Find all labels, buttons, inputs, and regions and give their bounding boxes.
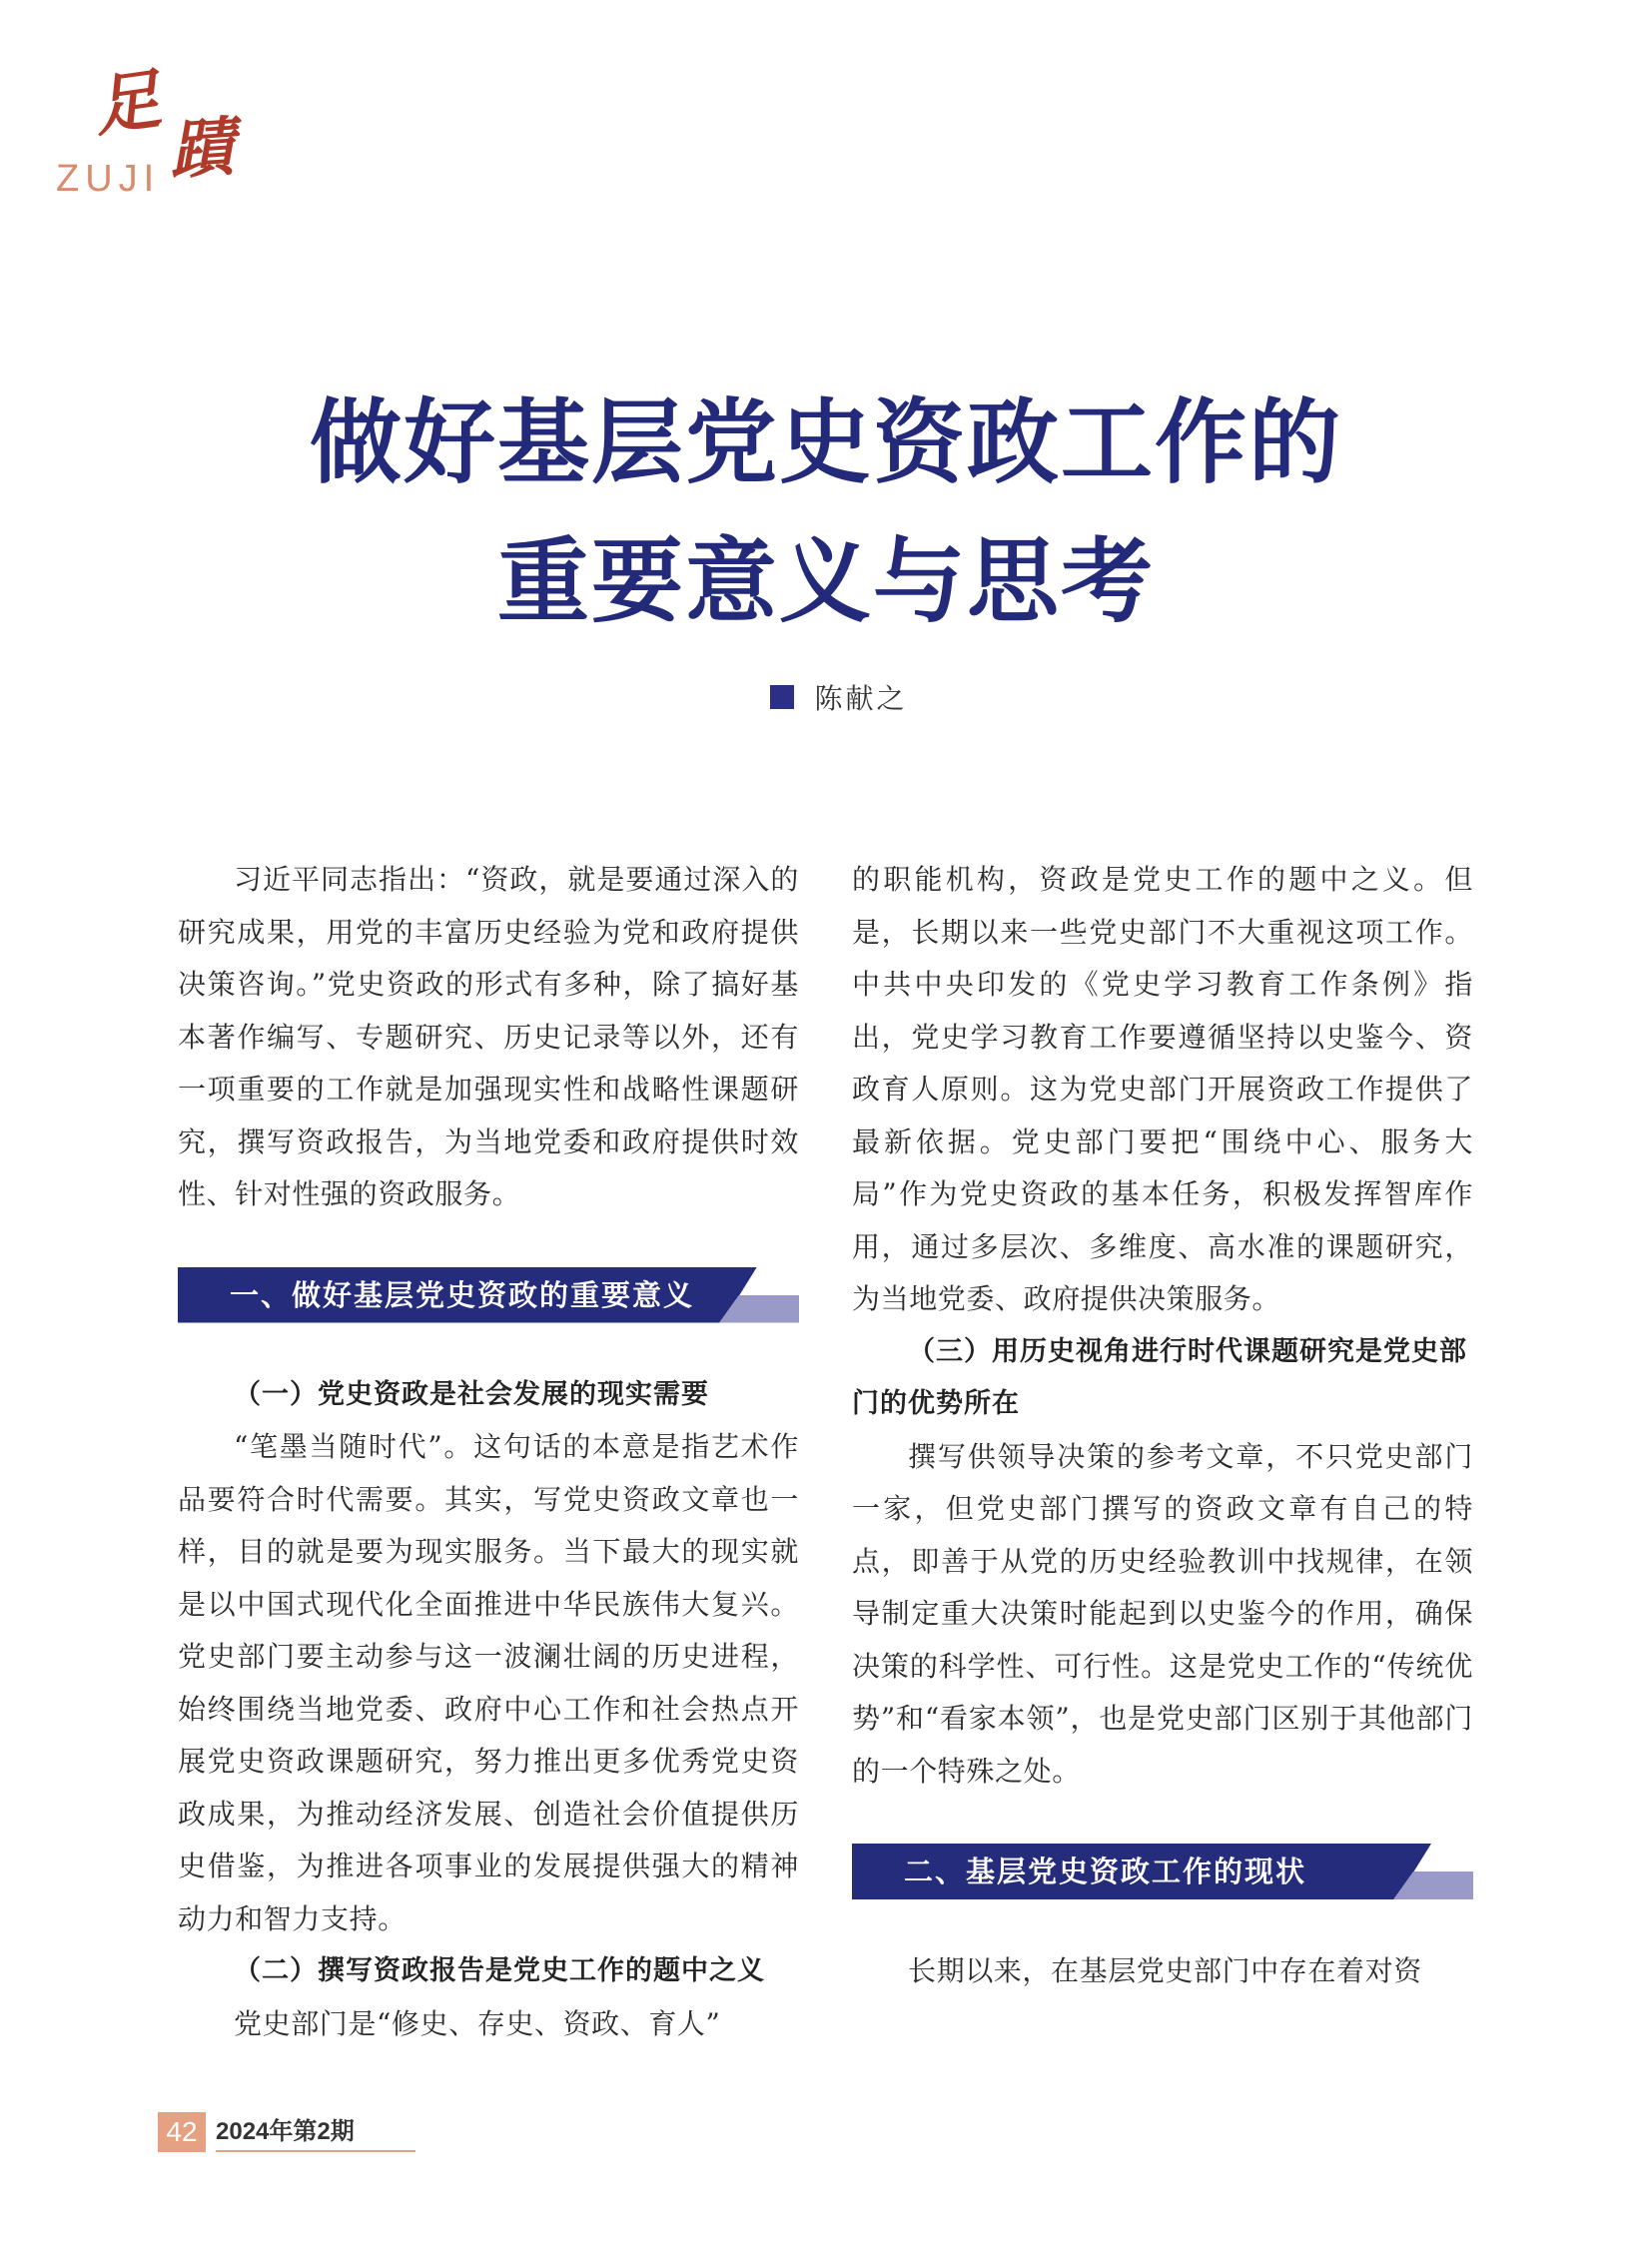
byline (0, 677, 1652, 717)
subheading-1: （一）党史资政是社会发展的现实需要 (234, 1378, 709, 1410)
square-bullet-icon (770, 685, 794, 709)
section-heading-1 (178, 1267, 799, 1323)
intro-paragraph: 习近平同志指出：“资政，就是要通过深入的研究成果，用党的丰富历史经验为党和政府提供决策咨询。”党史资政的形式有多种，除了搞好基本著作编写、专题研究、历史记录等以外，还有一项重要的工作就是加强现实性和战略性课题研究，撰写资政报告，为当地党委和政府提供时效性、针对性强的资政服务。 (178, 863, 799, 1210)
article-title-line-1: 做好基层党史资政工作的 (309, 389, 1342, 496)
logo-char-2: 蹟 (167, 109, 237, 190)
logo-char-1: 足 (88, 59, 166, 147)
section-2-body-start: 长期以来，在基层党史部门中存在着对资 (908, 1954, 1422, 1987)
subheading-2: （二）撰写资政报告是党史工作的题中之义 (234, 1955, 765, 1986)
page-number: 42 (158, 2112, 206, 2152)
magazine-logo (52, 60, 252, 200)
subsection-3-body: 撰写供领导决策的参考文章，不只党史部门一家，但党史部门撰写的资政文章有自己的特点，即善于从党的历史经验教训中找规律，在领导制定重大决策时能起到以史鉴今的作用，确保决策的科学性、可行性。这是党史工作的“传统优势”和“看家本领”，也是党史部门区别于其他部门的一个特殊之处。 (852, 1439, 1473, 1788)
issue-label: 2024年第2期 (216, 2111, 415, 2152)
section-heading-1-text: 一、做好基层党史资政的重要意义 (230, 1277, 695, 1312)
logo-latin: ZUJI (56, 158, 161, 200)
section-heading-2 (852, 1844, 1473, 1899)
subheading-3: （三）用历史视角进行时代课题研究是党史部门的优势所在 (852, 1335, 1467, 1419)
page-footer (158, 2111, 415, 2152)
right-column (852, 854, 1473, 1998)
left-column (178, 854, 799, 2050)
subsection-2-body-continued: 的职能机构，资政是党史工作的题中之义。但是，长期以来一些党史部门不大重视这项工作。中共中央印发的《党史学习教育工作条例》指出，党史学习教育工作要遵循坚持以史鉴今、资政育人原则。这为党史部门开展资政工作提供了最新依据。党史部门要把“围绕中心、服务大局”作为党史资政的基本任务，积极发挥智库作用，通过多层次、多维度、高水准的课题研究，为当地党委、政府提供决策服务。 (852, 863, 1473, 1315)
section-heading-2-text: 二、基层党史资政工作的现状 (904, 1855, 1307, 1888)
author-name: 陈献之 (814, 682, 908, 715)
article-title-line-2: 重要意义与思考 (496, 528, 1155, 635)
subsection-1-body: “笔墨当随时代”。这句话的本意是指艺术作品要符合时代需要。其实，写党史资政文章也一样，目的就是要为现实服务。当下最大的现实就是以中国式现代化全面推进中华民族伟大复兴。党史部门要主动参与这一波澜壮阔的历史进程，始终围绕当地党委、政府中心工作和社会热点开展党史资政课题研究，努力推出更多优秀党史资政成果，为推动经济发展、创造社会价值提供历史借鉴，为推进各项事业的发展提供强大的精神动力和智力支持。 (178, 1430, 799, 1935)
subsection-2-body-start: 党史部门是“修史、存史、资政、育人” (234, 2006, 721, 2040)
